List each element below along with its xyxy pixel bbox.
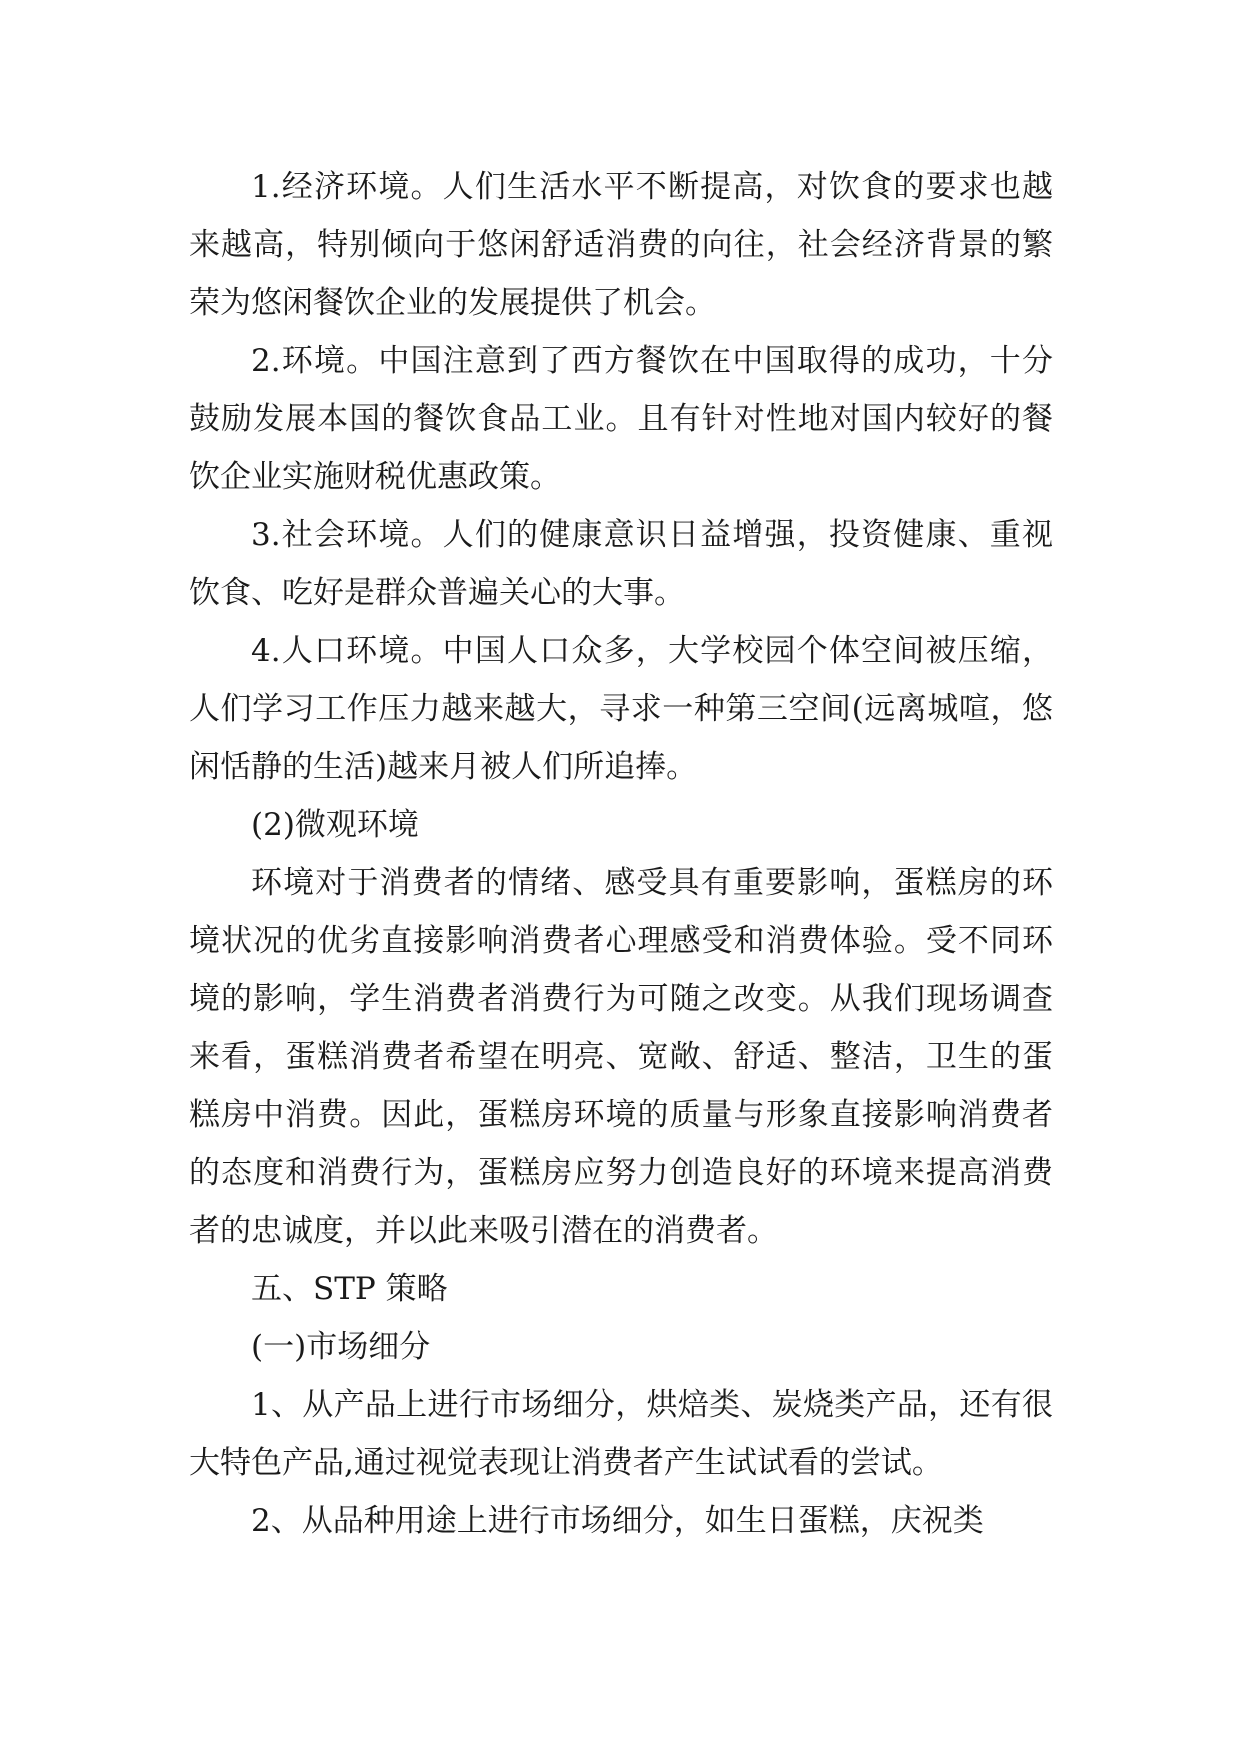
paragraph-segment-by-product: 1、从产品上进行市场细分，烘焙类、炭烧类产品，还有很大特色产品,通过视觉表现让消费者产生试试看的尝试。 [189, 1387, 1053, 1481]
paragraph-environment: 2.环境。中国注意到了西方餐饮在中国取得的成功，十分鼓励发展本国的餐饮食品工业。且有针对性地对国内较好的餐饮企业实施财税优惠政策。 [189, 343, 1053, 495]
paragraph-social-environment: 3.社会环境。人们的健康意识日益增强，投资健康、重视饮食、吃好是群众普遍关心的大事。 [189, 517, 1053, 611]
heading-micro-environment: (2)微观环境 [251, 807, 419, 843]
heading-market-segmentation: (一)市场细分 [251, 1329, 431, 1365]
paragraph-population-environment: 4.人口环境。中国人口众多，大学校园个体空间被压缩，人们学习工作压力越来越大，寻求一种第三空间(远离城喧，悠闲恬静的生活)越来月被人们所追捧。 [189, 633, 1053, 785]
paragraph-economic-environment: 1.经济环境。人们生活水平不断提高，对饮食的要求也越来越高，特别倾向于悠闲舒适消费的向往，社会经济背景的繁荣为悠闲餐饮企业的发展提供了机会。 [189, 169, 1053, 321]
heading-stp-strategy: 五、STP 策略 [251, 1271, 448, 1307]
paragraph-segment-by-usage: 2、从品种用途上进行市场细分，如生日蛋糕，庆祝类 [251, 1503, 984, 1539]
paragraph-micro-environment: 环境对于消费者的情绪、感受具有重要影响，蛋糕房的环境状况的优劣直接影响消费者心理感受和消费体验。受不同环境的影响，学生消费者消费行为可随之改变。从我们现场调查来看，蛋糕消费者希望在明亮、宽敞、舒适、整洁，卫生的蛋糕房中消费。因此，蛋糕房环境的质量与形象直接影响消费者的态度和消费行为，蛋糕房应努力创造良好的环境来提高消费者的忠诚度，并以此来吸引潜在的消费者。 [189, 865, 1053, 1249]
document-body [189, 158, 1053, 1550]
